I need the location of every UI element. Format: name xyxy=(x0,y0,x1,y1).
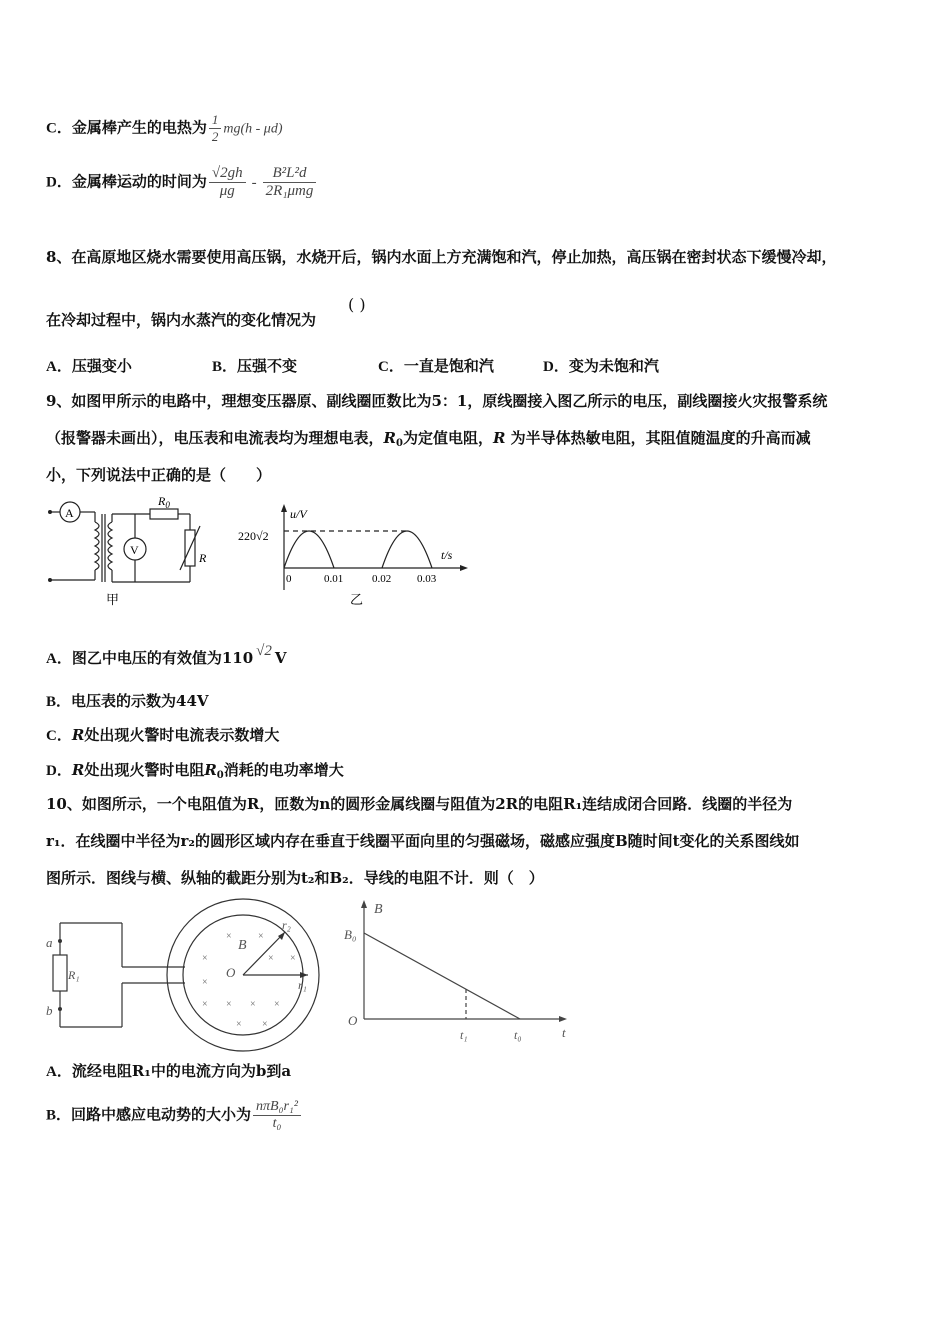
figure-jia-circuit xyxy=(40,494,220,609)
svg-text:×: × xyxy=(262,1019,268,1030)
svg-text:×: × xyxy=(202,999,208,1010)
q8-option-a[interactable] xyxy=(46,355,132,376)
minus-sign: - xyxy=(251,174,257,191)
svg-text:×: × xyxy=(274,999,280,1010)
r2-radius-label: r₂ xyxy=(282,918,291,932)
center-o-label: O xyxy=(226,965,236,980)
fraction xyxy=(253,1099,301,1132)
r1-label: R₁ xyxy=(68,968,80,982)
x-axis-label: t xyxy=(562,1025,566,1040)
frac-num: nπB₀r₁² xyxy=(253,1099,301,1116)
frac-num: 1 xyxy=(209,112,222,129)
q9-stem-line2 xyxy=(46,427,811,449)
option-text: 回路中感应电动势的大小为 xyxy=(71,1105,252,1124)
option-text: 图乙中电压的有效值为110 xyxy=(71,649,254,667)
option-label: C． xyxy=(378,359,404,375)
q9-stem-line3: 小，下列说法中正确的是（ ） xyxy=(46,466,272,484)
q10-option-b[interactable] xyxy=(46,1099,303,1132)
option-text: 流经电阻R₁中的电流方向为b到a xyxy=(71,1062,292,1080)
option-label: A． xyxy=(46,651,72,667)
option-label: B． xyxy=(212,359,238,375)
fraction-2 xyxy=(263,165,317,200)
origin-label: O xyxy=(348,1013,358,1028)
r-label: R xyxy=(199,551,207,565)
option-label: D． xyxy=(46,174,72,191)
svg-text:×: × xyxy=(226,931,232,942)
svg-text:×: × xyxy=(202,977,208,988)
node-a: a xyxy=(46,935,53,950)
y-axis-label: B xyxy=(374,902,383,917)
option-text: 金属棒运动的时间为 xyxy=(71,172,207,191)
field-crosses xyxy=(202,931,296,1030)
svg-text:×: × xyxy=(236,1019,242,1030)
sqrt-two: √2 xyxy=(256,643,272,659)
formula-tail: mg(h - μd) xyxy=(223,121,283,137)
ammeter-label: A xyxy=(65,506,74,520)
node-b: b xyxy=(46,1003,53,1018)
r0-label: $R_0$ xyxy=(158,494,170,510)
q8-stem-line2: 在冷却过程中，锅内水蒸汽的变化情况为 xyxy=(46,311,317,329)
option-text: 处出现火警时电流表示数增大 xyxy=(84,726,280,744)
option-text: 金属棒产生的电热为 xyxy=(71,118,207,137)
q7-option-c[interactable] xyxy=(46,112,282,145)
option-text: 一直是饱和汽 xyxy=(403,357,494,375)
svg-text:×: × xyxy=(290,953,296,964)
figure-coil-circuit xyxy=(40,897,340,1057)
text: （报警器未画出），电压表和电流表均为理想电表， xyxy=(46,429,384,447)
r-symbol: R xyxy=(71,726,85,744)
t0-label: t₀ xyxy=(514,1028,522,1042)
option-label: B． xyxy=(46,694,72,710)
caption-jia: 甲 xyxy=(106,592,120,607)
q9-stem-line1: 9、如图甲所示的电路中，理想变压器原、副线圈匝数比为5：1，原线圈接入图乙所示的电压，副线圈接火灾报警系统 xyxy=(46,392,828,410)
svg-text:×: × xyxy=(258,931,264,942)
option-text: 变为未饱和汽 xyxy=(568,357,659,375)
r1-radius-label: r₁ xyxy=(298,978,307,992)
frac-den: 2 xyxy=(211,129,219,144)
frac-num: √2gh xyxy=(209,165,246,183)
tick-001: 0.01 xyxy=(324,573,344,585)
option-label: D． xyxy=(46,763,72,779)
q10-stem-line3: 图所示．图线与横、纵轴的截距分别为t₂和B₂．导线的电阻不计．则（ ） xyxy=(46,869,544,887)
q10-stem-line1: 10、如图所示，一个电阻值为R，匝数为n的圆形金属线圈与阻值为2R的电阻R₁连结成闭合回路．线圈的半径为 xyxy=(46,795,793,813)
option-label: B． xyxy=(46,1107,72,1124)
r0-sub: 0 xyxy=(216,770,224,781)
q8-option-c[interactable] xyxy=(378,355,494,376)
fraction xyxy=(209,112,222,145)
option-label: D． xyxy=(543,359,569,375)
tick-0: 0 xyxy=(286,573,292,585)
svg-text:×: × xyxy=(226,999,232,1010)
r-symbol: R xyxy=(71,761,85,779)
r0-sub: 0 xyxy=(395,438,403,449)
t1-label: t₁ xyxy=(460,1028,468,1042)
half-wave-1 xyxy=(284,531,334,568)
fraction-1 xyxy=(209,165,246,200)
figure-yi-graph xyxy=(236,500,476,610)
q8-option-b[interactable] xyxy=(212,355,297,376)
tick-003: 0.03 xyxy=(417,573,437,585)
caption-yi: 乙 xyxy=(350,592,364,607)
option-label: C． xyxy=(46,120,72,137)
option-text: 电压表的示数为44V xyxy=(71,692,209,710)
q7-option-d[interactable] xyxy=(46,165,318,200)
peak-label: 220√2 xyxy=(238,529,269,543)
frac-den: t₀ xyxy=(272,1116,282,1131)
text: 为定值电阻， xyxy=(402,429,493,447)
svg-text:×: × xyxy=(268,953,274,964)
r0-symbol: R xyxy=(383,429,396,447)
figure-b-t-graph xyxy=(340,897,580,1047)
b-line xyxy=(364,933,520,1019)
text: 为半导体热敏电阻，其阻值随温度的升高而减 xyxy=(505,429,811,447)
q10-stem-line2: r₁．在线圈中半径为r₂的圆形区域内存在垂直于线圈平面向里的匀强磁场，磁感应强度B随时间t变化的关系图线如 xyxy=(46,832,800,850)
q9-option-d[interactable] xyxy=(46,759,344,781)
r0-symbol: R xyxy=(204,761,217,779)
q8-option-d[interactable] xyxy=(543,355,659,376)
y-axis-label: u/V xyxy=(290,507,307,521)
field-b-label: B xyxy=(238,938,247,953)
b0-label: B₀ xyxy=(344,927,357,942)
r-symbol: R xyxy=(492,429,506,447)
svg-text:×: × xyxy=(202,953,208,964)
svg-text:×: × xyxy=(250,999,256,1010)
q10-option-a[interactable] xyxy=(46,1060,291,1081)
option-text: 压强不变 xyxy=(237,357,298,375)
voltmeter-label: V xyxy=(130,543,139,557)
q9-option-c[interactable] xyxy=(46,724,279,745)
tick-002: 0.02 xyxy=(372,573,392,585)
half-wave-2 xyxy=(382,531,432,568)
q9-option-a[interactable] xyxy=(46,643,287,668)
unit: V xyxy=(274,649,287,667)
q8-stem-line1: 8、在高原地区烧水需要使用高压锅，水烧开后，锅内水面上方充满饱和汽，停止加热，高压锅在密封状态下缓慢冷却， xyxy=(46,248,837,266)
option-label: C． xyxy=(46,728,72,744)
answer-paren: ( ) xyxy=(348,295,366,314)
option-label: A． xyxy=(46,1064,72,1080)
frac-num: B²L²d xyxy=(263,165,317,183)
option-text: 压强变小 xyxy=(71,357,132,375)
frac-den: μg xyxy=(219,183,235,199)
frac-den: 2R₁μmg xyxy=(265,183,314,199)
x-axis-label: t/s xyxy=(441,548,453,562)
option-text: 处出现火警时电阻 xyxy=(84,761,205,779)
option-tail: 消耗的电功率增大 xyxy=(223,761,344,779)
option-label: A． xyxy=(46,359,72,375)
q9-option-b[interactable] xyxy=(46,690,209,711)
